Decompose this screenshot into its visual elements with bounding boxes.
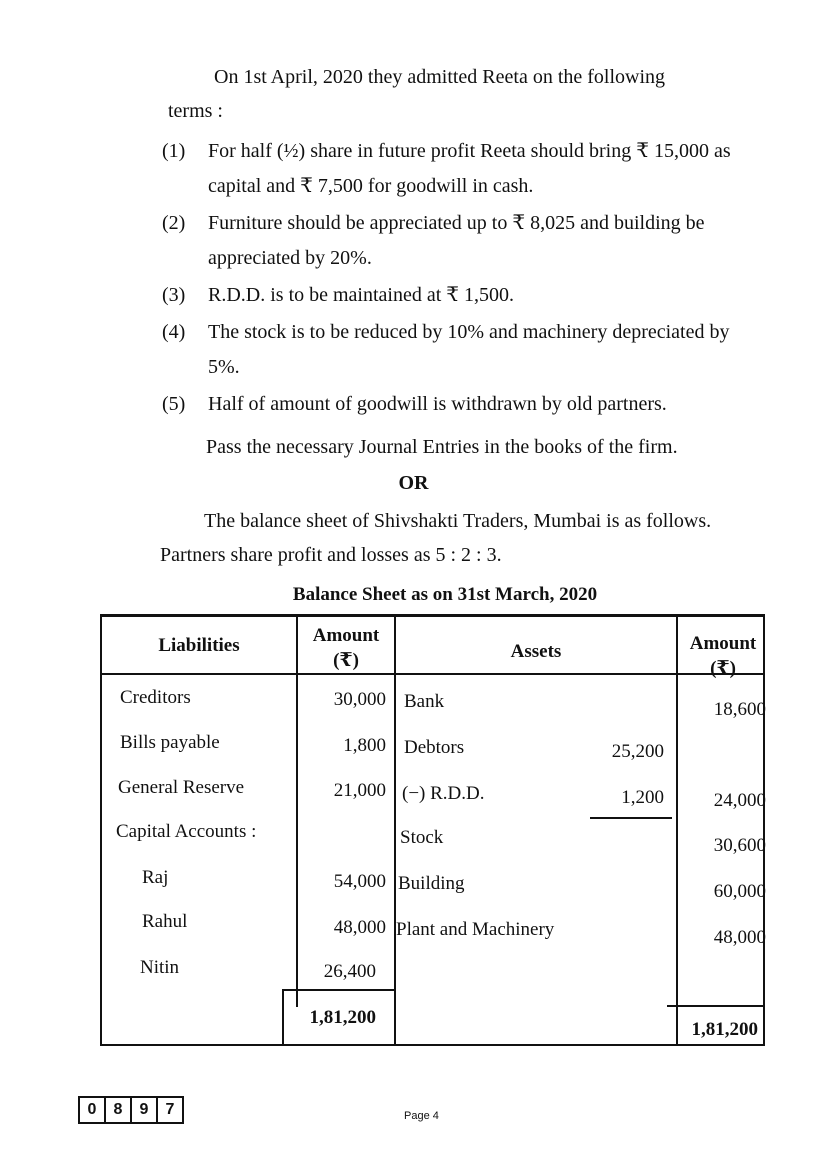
header-currency-left: (₹) bbox=[333, 650, 359, 671]
header-amount-left: Amount bbox=[312, 625, 380, 646]
term-number: (5) bbox=[162, 393, 186, 415]
liability-amount: 26,400 bbox=[323, 961, 376, 982]
balance-sheet-title: Balance Sheet as on 31st March, 2020 bbox=[292, 584, 598, 605]
liability-amount: 30,000 bbox=[333, 689, 386, 710]
asset-sub-amount: 1,200 bbox=[621, 787, 664, 808]
term-text: For half (½) share in future profit Reeta should bring ₹ 15,000 as capital and ₹ 7,500 for goodwill in cash. bbox=[208, 140, 731, 197]
assets-total: 1,81,200 bbox=[691, 1019, 758, 1040]
term-item bbox=[162, 206, 762, 276]
column-divider bbox=[676, 617, 678, 1045]
question-code-box bbox=[78, 1096, 184, 1124]
rdd-underline bbox=[590, 817, 672, 819]
liability-label: Creditors bbox=[120, 687, 191, 708]
liability-amount: 54,000 bbox=[333, 871, 386, 892]
code-digit: 0 bbox=[80, 1098, 106, 1122]
column-divider bbox=[394, 617, 396, 1045]
header-liabilities: Liabilities bbox=[158, 635, 240, 656]
liability-label: General Reserve bbox=[118, 777, 245, 798]
term-text: R.D.D. is to be maintained at ₹ 1,500. bbox=[208, 284, 515, 306]
partner-name: Raj bbox=[142, 867, 169, 888]
liabilities-total: 1,81,200 bbox=[309, 1007, 376, 1028]
instruction-text: Pass the necessary Journal Entries in the books of the firm. bbox=[206, 436, 678, 458]
column-divider bbox=[296, 617, 298, 1007]
total-rule bbox=[667, 1005, 763, 1007]
term-number: (1) bbox=[162, 140, 186, 162]
header-assets: Assets bbox=[510, 641, 562, 662]
asset-label: Building bbox=[398, 873, 465, 894]
asset-label: (−) R.D.D. bbox=[402, 783, 485, 804]
header-amount-right: Amount bbox=[689, 633, 757, 654]
liability-label: Capital Accounts : bbox=[116, 821, 257, 842]
header-currency-right: (₹) bbox=[710, 658, 736, 679]
asset-sub-amount: 25,200 bbox=[611, 741, 664, 762]
term-number: (3) bbox=[162, 284, 186, 306]
balance-sheet-table bbox=[100, 614, 765, 1046]
term-item bbox=[162, 387, 762, 422]
liability-amount: 21,000 bbox=[333, 780, 386, 801]
term-number: (2) bbox=[162, 212, 186, 234]
asset-amount: 30,600 bbox=[713, 835, 766, 856]
term-text: Furniture should be appreciated up to ₹ 8,025 and building be appreciated by 20%. bbox=[208, 212, 705, 269]
term-text: Half of amount of goodwill is withdrawn by old partners. bbox=[208, 393, 667, 415]
asset-label: Stock bbox=[400, 827, 444, 848]
terms-list bbox=[162, 134, 762, 424]
partner-name: Nitin bbox=[140, 957, 180, 978]
intro-line: On 1st April, 2020 they admitted Reeta on the following bbox=[214, 66, 666, 88]
asset-amount: 48,000 bbox=[713, 927, 766, 948]
or-separator: OR bbox=[398, 472, 429, 494]
asset-amount: 18,600 bbox=[713, 699, 766, 720]
question-paragraph: The balance sheet of Shivshakti Traders, Mumbai is as follows. Partners share profit and losses as 5 : 2 : 3. bbox=[160, 510, 712, 566]
liability-amount: 1,800 bbox=[343, 735, 386, 756]
partner-name: Rahul bbox=[142, 911, 188, 932]
term-item bbox=[162, 315, 762, 385]
asset-label: Plant and Machinery bbox=[396, 919, 555, 940]
code-digit: 9 bbox=[132, 1098, 158, 1122]
header-rule bbox=[102, 673, 763, 675]
asset-label: Debtors bbox=[404, 737, 465, 758]
intro-continuation: terms : bbox=[168, 100, 223, 122]
term-item bbox=[162, 278, 762, 313]
liability-amount: 48,000 bbox=[333, 917, 386, 938]
page-number: Page 4 bbox=[404, 1110, 439, 1122]
term-text: The stock is to be reduced by 10% and machinery depreciated by 5%. bbox=[208, 321, 730, 378]
term-number: (4) bbox=[162, 321, 186, 343]
liability-label: Bills payable bbox=[120, 732, 220, 753]
code-digit: 7 bbox=[165, 1101, 175, 1118]
asset-label: Bank bbox=[404, 691, 445, 712]
asset-amount: 60,000 bbox=[713, 881, 766, 902]
total-rule bbox=[282, 989, 396, 991]
code-digit: 8 bbox=[106, 1098, 132, 1122]
asset-amount: 24,000 bbox=[713, 790, 766, 811]
term-item bbox=[162, 134, 762, 204]
